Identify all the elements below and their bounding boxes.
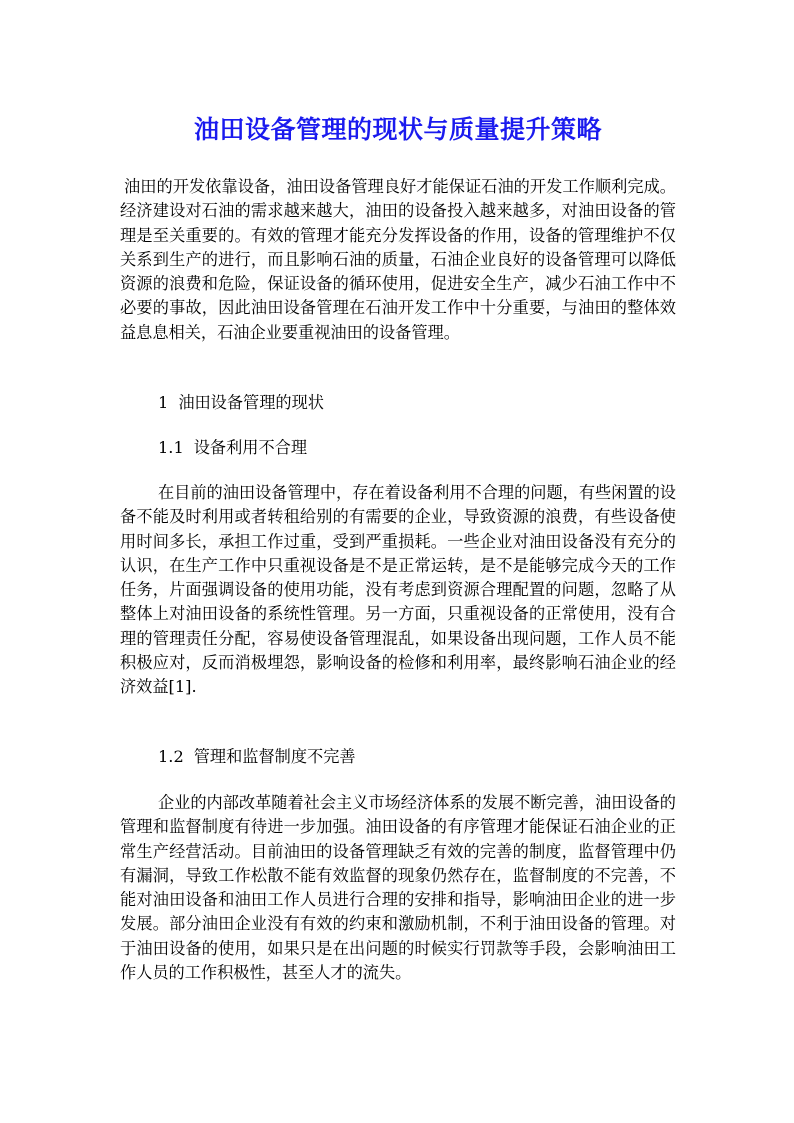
section-1-1-paragraph: 在目前的油田设备管理中，存在着设备利用不合理的问题，有些闲置的设备不能及时利用或者转租给别的有需要的企业，导致资源的浪费，有些设备使用时间多长，承担工作过重，受到严重损耗。一些企业对油田设备没有充分的认识，在生产工作中只重视设备是不是正常运转，是不是能够完成今天的工作任务，片面强调设备的使用功能，没有考虑到资源合理配置的问题，忽略了从整体上对油田设备的系统性管理。另一方面，只重视设备的正常使用，没有合理的管理责任分配，容易使设备管理混乱，如果设备出现问题，工作人员不能积极应对，反而消极埋怨，影响设备的检修和利用率，最终影响石油企业的经济效益[1]. xyxy=(120,483,676,697)
section-1-2-heading xyxy=(158,745,356,769)
section-1-1-number: 1.1 xyxy=(158,438,184,457)
intro-paragraph: 油田的开发依靠设备，油田设备管理良好才能保证石油的开发工作顺利完成。经济建设对石油的需求越来越大，油田的设备投入越来越多，对油田设备的管理是至关重要的。有效的管理才能充分发挥设备的作用，设备的管理维护不仅关系到生产的进行，而且影响石油的质量，石油企业良好的设备管理可以降低资源的浪费和危险，保证设备的循环使用，促进安全生产，减少石油工作中不必要的事故，因此油田设备管理在石油开发工作中十分重要，与油田的整体效益息息相关，石油企业要重视油田的设备管理。 xyxy=(120,177,676,342)
section-1-number: 1 xyxy=(158,393,169,412)
section-1-title: 油田设备管理的现状 xyxy=(178,393,324,412)
document-title: 油田设备管理的现状与质量提升策略 xyxy=(193,114,602,144)
section-1-1-heading xyxy=(158,436,307,460)
section-1-2-number: 1.2 xyxy=(158,747,184,766)
section-1-heading xyxy=(158,391,324,415)
section-1-2-paragraph: 企业的内部改革随着社会主义市场经济体系的发展不断完善，油田设备的管理和监督制度有待进一步加强。油田设备的有序管理才能保证石油企业的正常生产经营活动。目前油田的设备管理缺乏有效的完善的制度，监督管理中仍有漏洞，导致工作松散不能有效监督的现象仍然存在，监督制度的不完善，不能对油田设备和油田工作人员进行合理的安排和指导，影响油田企业的进一步发展。部分油田企业没有有效的约束和激励机制，不利于油田设备的管理。对于油田设备的使用，如果只是在出问题的时候实行罚款等手段，会影响油田工作人员的工作积极性，甚至人才的流失。 xyxy=(120,793,676,983)
section-1-1-title: 设备利用不合理 xyxy=(193,438,308,457)
section-1-2-title: 管理和监督制度不完善 xyxy=(193,747,356,766)
